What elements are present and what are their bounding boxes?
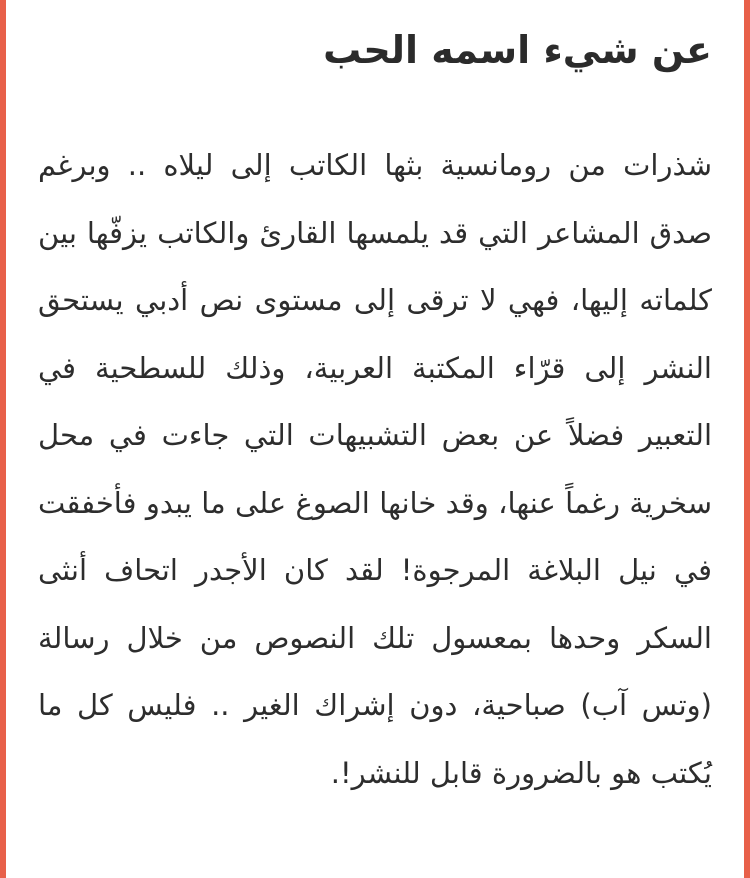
article-content bbox=[12, 0, 738, 878]
article-body: شذرات من رومانسية بثها الكاتب إلى ليلاه .. وبرغم صدق المشاعر التي قد يلمسها القارئ والكاتب يزفّها بين كلماته إليها، فهي لا ترقى إلى مستوى نص أدبي يستحق النشر إلى قرّاء المكتبة العربية، وذلك للسطحية في التعبير فضلاً عن بعض التشبيهات التي جاءت في محل سخرية رغماً عنها، وقد خانها الصوغ على ما يبدو فأخفقت في نيل البلاغة المرجوة! لقد كان الأجدر اتحاف أنثى السكر وحدها بمعسول تلك النصوص من خلال رسالة (وتس آب) صباحية، دون إشراك الغير .. فليس كل ما يُكتب هو بالضرورة قابل للنشر!. bbox=[38, 148, 712, 790]
article-title: عن شيء اسمه الحب bbox=[323, 28, 712, 72]
